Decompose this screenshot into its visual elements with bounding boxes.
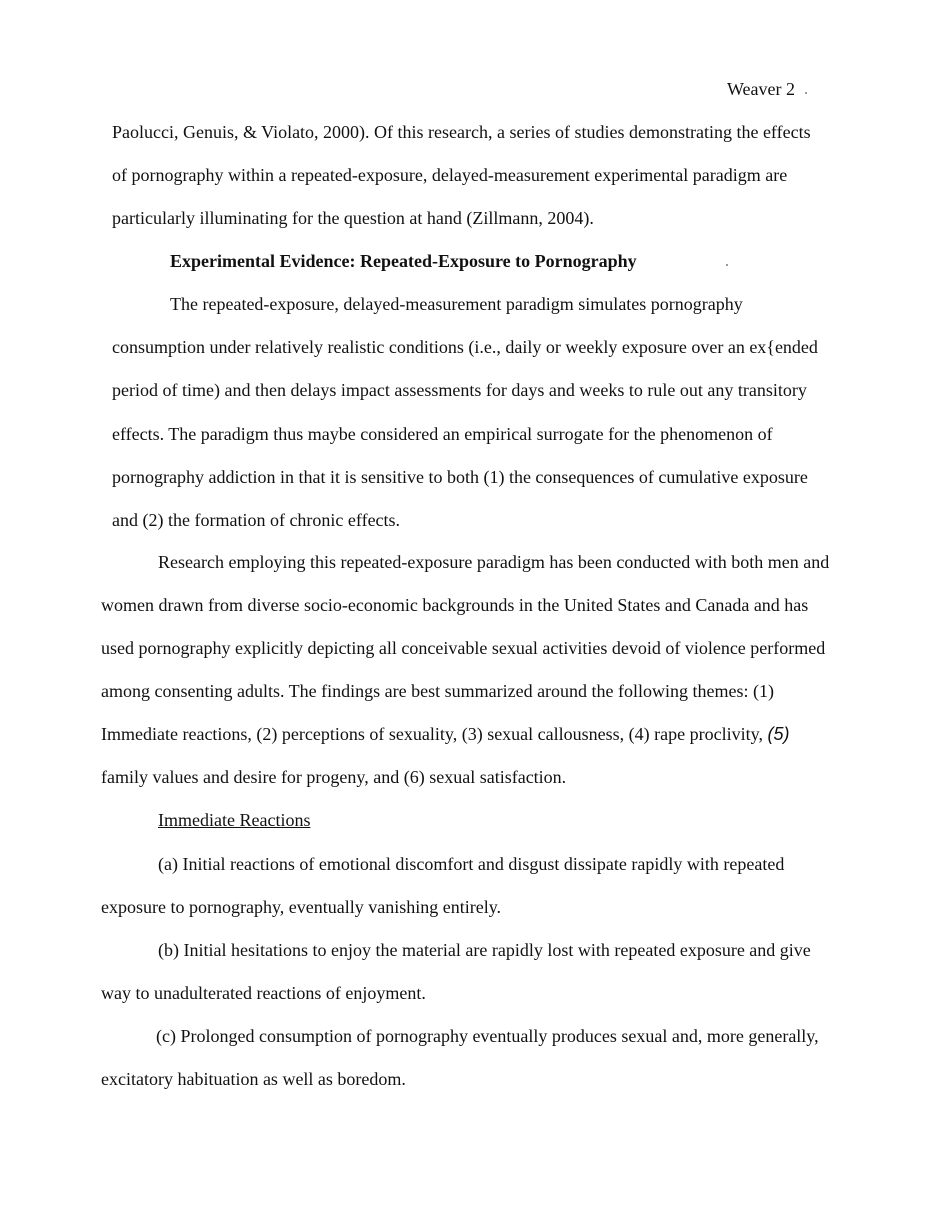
paragraph-line: pornography addiction in that it is sensitive to both (1) the consequences of cumulative exposure [112, 467, 808, 487]
list-item-line: (a) Initial reactions of emotional discomfort and disgust dissipate rapidly with repeated [158, 854, 785, 874]
paragraph-line: particularly illuminating for the question at hand (Zillmann, 2004). [112, 208, 594, 228]
paragraph-line: family values and desire for progeny, and (6) sexual satisfaction. [101, 767, 567, 787]
paragraph-line: Research employing this repeated-exposure paradigm has been conducted with both men and [158, 552, 830, 572]
paragraph-line: effects. The paradigm thus maybe considered an empirical surrogate for the phenomenon of [112, 424, 773, 444]
subheading: Immediate Reactions [158, 810, 311, 830]
section-heading: Experimental Evidence: Repeated-Exposure to Pornography [170, 251, 637, 271]
list-item-line: (b) Initial hesitations to enjoy the material are rapidly lost with repeated exposure and give [158, 940, 811, 960]
list-item-line: (c) Prolonged consumption of pornography eventually produces sexual and, more generally, [156, 1026, 819, 1046]
list-item-line: way to unadulterated reactions of enjoyment. [101, 983, 426, 1003]
scan-speck [726, 264, 728, 266]
paragraph-line: and (2) the formation of chronic effects. [112, 510, 401, 530]
paragraph-line: The repeated-exposure, delayed-measurement paradigm simulates pornography [170, 294, 743, 314]
list-item-line: exposure to pornography, eventually vanishing entirely. [101, 897, 502, 917]
scan-speck [805, 92, 807, 94]
list-marker-5: (5) [767, 724, 790, 744]
paragraph-line: used pornography explicitly depicting all conceivable sexual activities devoid of violence performed [101, 638, 826, 658]
paragraph-line-text: Immediate reactions, (2) perceptions of sexuality, (3) sexual callousness, (4) rape proclivity, [101, 724, 763, 744]
running-head: Weaver 2 [727, 79, 796, 99]
paragraph-line: Paolucci, Genuis, & Violato, 2000). Of this research, a series of studies demonstrating the effects [112, 122, 811, 142]
paragraph-line: among consenting adults. The findings are best summarized around the following themes: (1) [101, 681, 775, 701]
paragraph-line: women drawn from diverse socio-economic backgrounds in the United States and Canada and has [101, 595, 809, 615]
paragraph-line: of pornography within a repeated-exposure, delayed-measurement experimental paradigm are [112, 165, 788, 185]
paragraph-line: consumption under relatively realistic conditions (i.e., daily or weekly exposure over an ex{ended [112, 337, 818, 357]
paragraph-line: period of time) and then delays impact assessments for days and weeks to rule out any transitory [112, 380, 807, 400]
list-item-line: excitatory habituation as well as boredom. [101, 1069, 406, 1089]
paragraph-line [101, 723, 789, 745]
